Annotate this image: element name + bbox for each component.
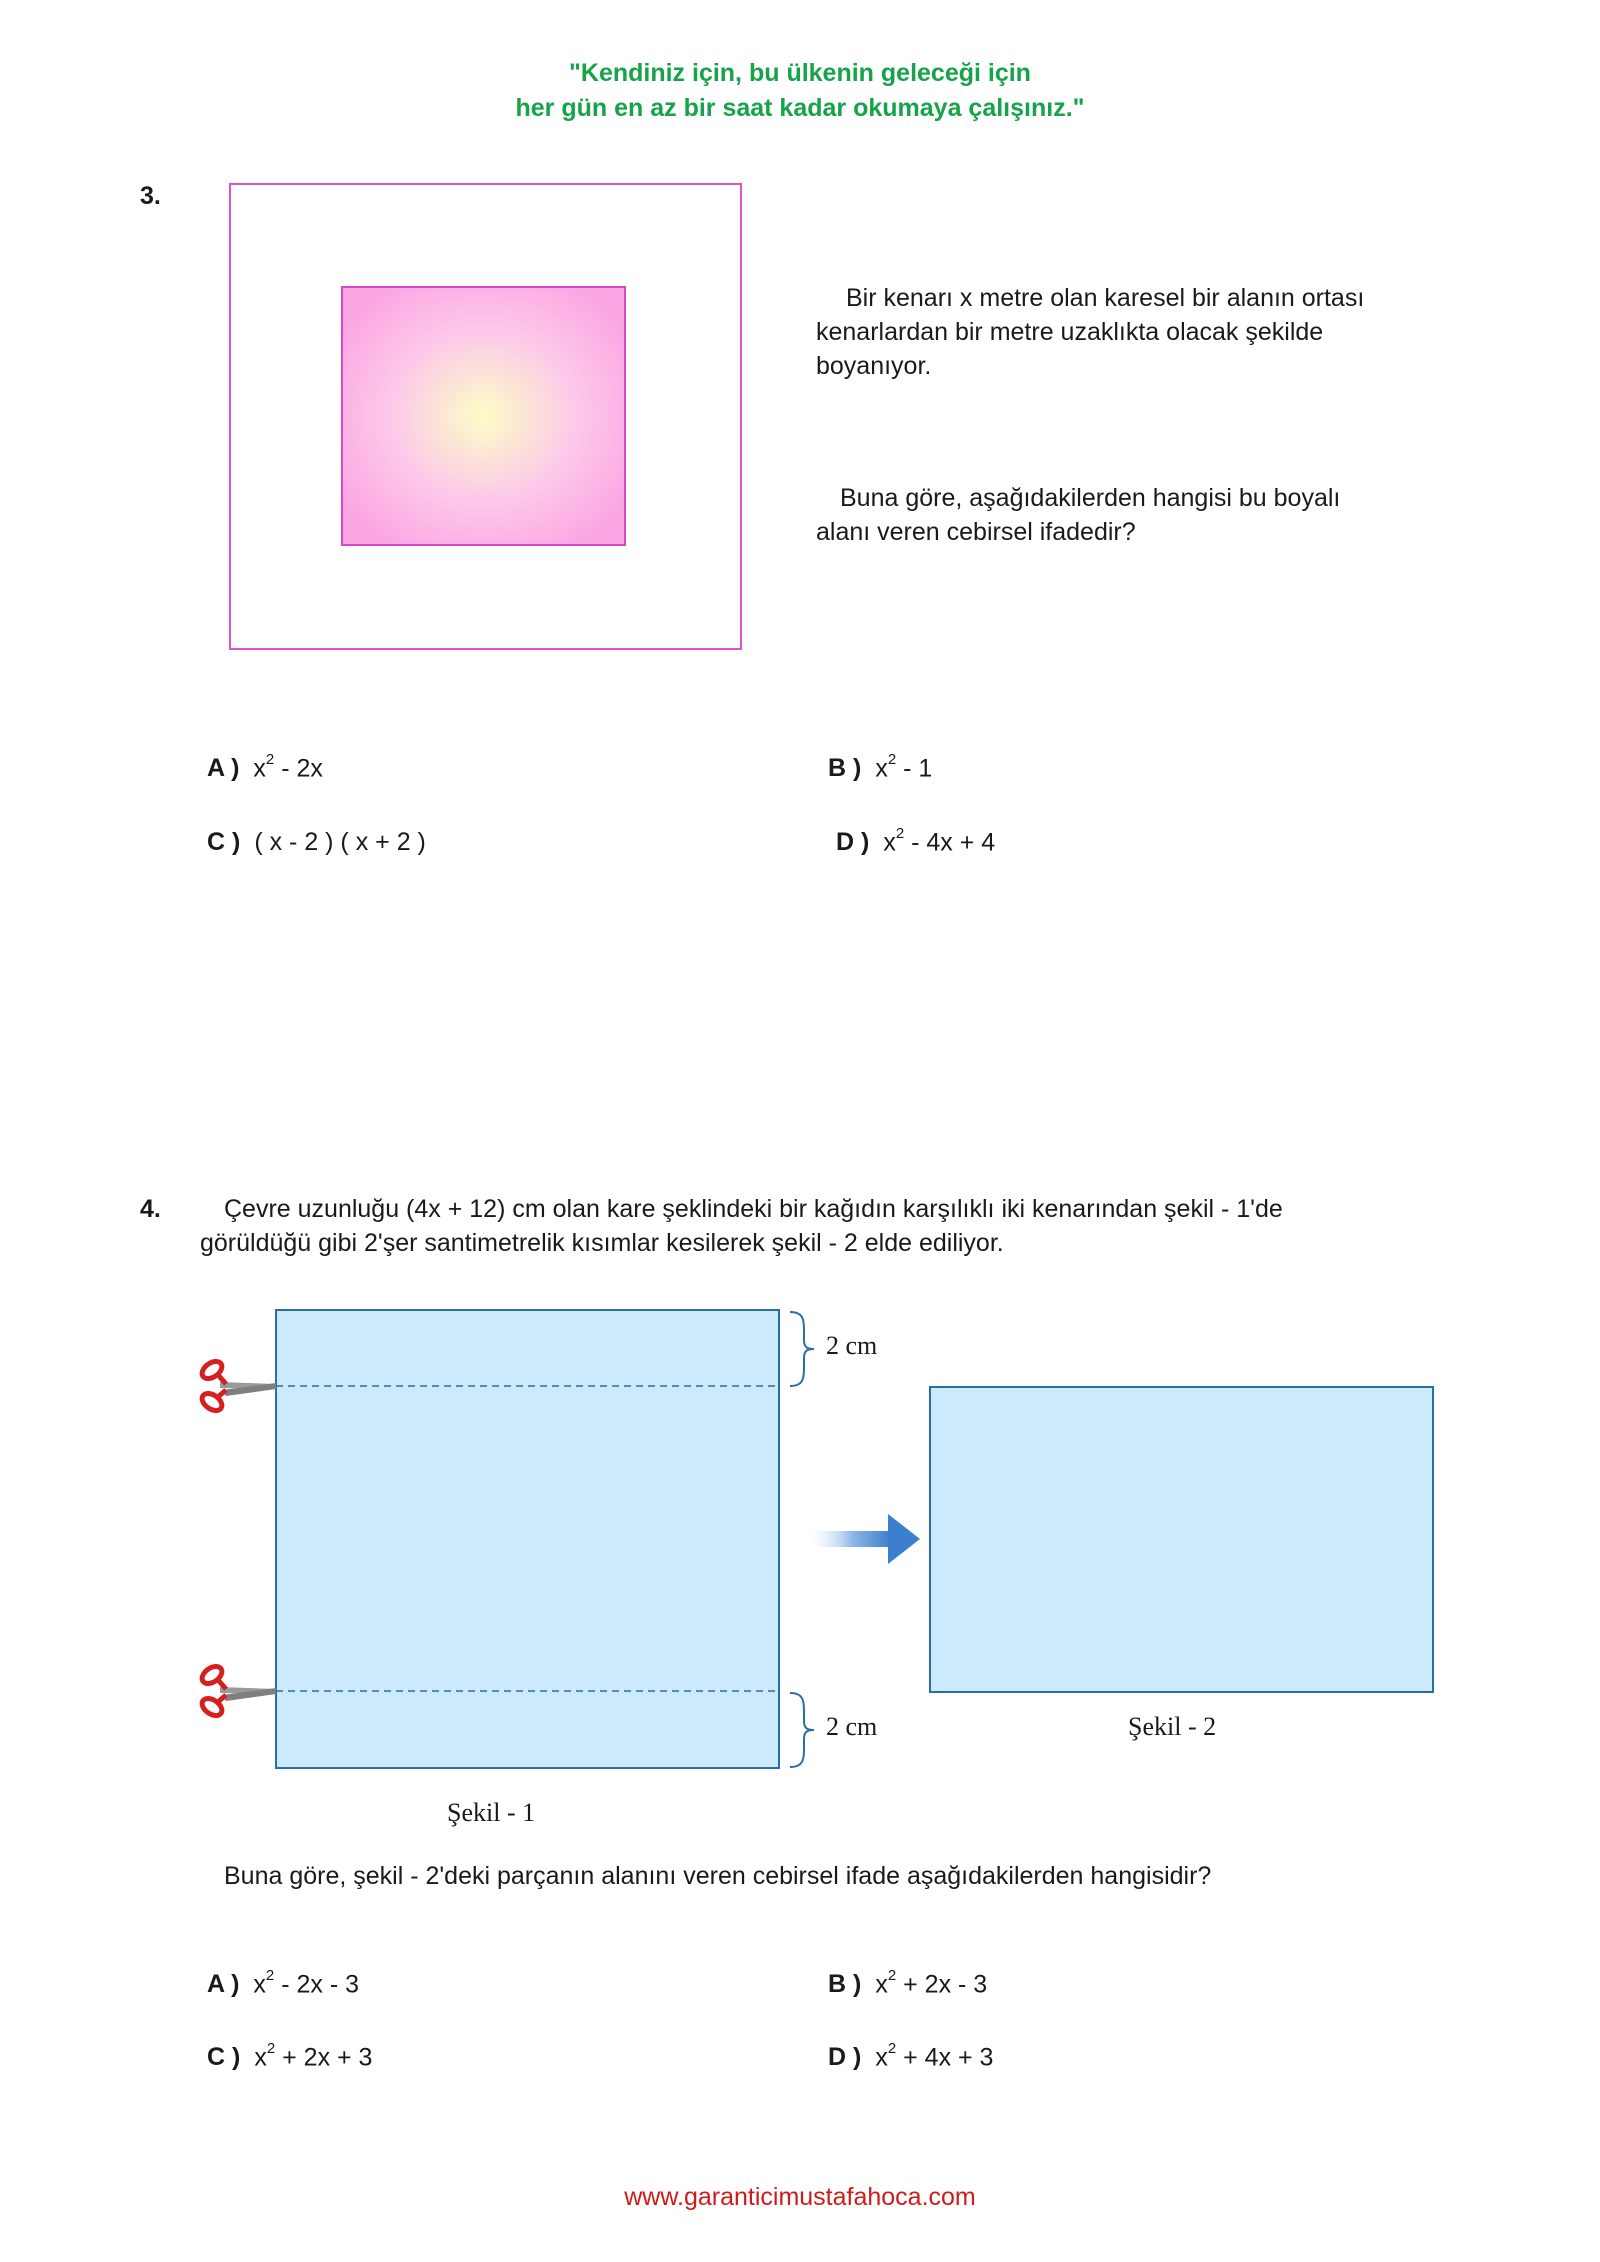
caption-figure-1: Şekil - 1 bbox=[447, 1798, 536, 1827]
brace-top bbox=[790, 1312, 814, 1386]
brace-bottom bbox=[790, 1693, 814, 1767]
q3-option-b[interactable]: B ) $x^2 - 1$ bbox=[828, 751, 933, 783]
label-2cm-top: 2 cm bbox=[826, 1331, 878, 1360]
scissors-icon-bottom bbox=[199, 1663, 276, 1719]
option-label: A ) bbox=[207, 754, 240, 783]
question-4-text bbox=[200, 1192, 1540, 1260]
q4-option-a[interactable]: A ) $x^2 - 2x - 3$ bbox=[207, 1967, 359, 1999]
q3-option-d[interactable]: D ) $x^2 - 4x + 4$ bbox=[836, 825, 996, 857]
question-3-number: 3. bbox=[140, 182, 161, 210]
figure-2-rectangle bbox=[930, 1387, 1433, 1692]
q4-option-d[interactable]: D ) $x^2 + 4x + 3$ bbox=[828, 2040, 994, 2072]
quote-line-2: her gün en az bir saat kadar okumaya çalışınız." bbox=[515, 94, 1085, 122]
q3-question-line-1: Buna göre, aşağıdakilerden hangisi bu boyalı bbox=[840, 484, 1341, 512]
option-label: D ) bbox=[828, 2043, 862, 2072]
caption-figure-2: Şekil - 2 bbox=[1128, 1712, 1217, 1741]
option-label: C ) bbox=[207, 2043, 241, 2072]
option-label: B ) bbox=[828, 1970, 862, 1999]
quote-line-1: "Kendiniz için, bu ülkenin geleceği için bbox=[569, 59, 1031, 87]
question-4-number: 4. bbox=[140, 1195, 161, 1223]
label-2cm-bottom: 2 cm bbox=[826, 1712, 878, 1741]
q4-option-b[interactable]: B ) $x^2 + 2x - 3$ bbox=[828, 1967, 988, 1999]
q3-text-line-2: kenarlardan bir metre uzaklıkta olacak şekilde bbox=[816, 318, 1324, 346]
q3-option-c[interactable]: C ) ( x - 2 ) ( x + 2 ) bbox=[207, 828, 426, 856]
painted-inner-square bbox=[342, 287, 625, 545]
q3-question-line-2: alanı veren cebirsel ifadedir? bbox=[816, 518, 1136, 546]
q4-text-line-2: görüldüğü gibi 2'şer santimetrelik kısımlar kesilerek şekil - 2 elde ediliyor. bbox=[200, 1229, 1004, 1257]
figure-1 bbox=[199, 1310, 814, 1768]
option-label: C ) bbox=[207, 828, 241, 856]
question-3-text-2 bbox=[816, 481, 1456, 549]
q3-text-line-1: Bir kenarı x metre olan karesel bir alanın ortası bbox=[846, 284, 1365, 312]
square-paper bbox=[276, 1310, 779, 1768]
option-label: D ) bbox=[836, 828, 870, 857]
option-label: A ) bbox=[207, 1970, 240, 1999]
footer-website: www.garanticimustafahoca.com bbox=[624, 2183, 976, 2211]
arrow-right-icon bbox=[806, 1514, 920, 1564]
q4-option-c[interactable]: C ) $x^2 + 2x + 3$ bbox=[207, 2040, 373, 2072]
q4-text-line-1: Çevre uzunluğu (4x + 12) cm olan kare şeklindeki bir kağıdın karşılıklı iki kenarından şekil - 1'de bbox=[224, 1195, 1283, 1223]
scissors-icon-top bbox=[199, 1358, 276, 1414]
question-4-prompt: Buna göre, şekil - 2'deki parçanın alanını veren cebirsel ifade aşağıdakilerden hangisidir? bbox=[224, 1862, 1212, 1890]
option-label: B ) bbox=[828, 754, 862, 783]
q3-option-a[interactable]: A ) $x^2 - 2x$ bbox=[207, 751, 323, 783]
question-3-text-1 bbox=[816, 281, 1456, 383]
q3-text-line-3: boyanıyor. bbox=[816, 352, 932, 380]
